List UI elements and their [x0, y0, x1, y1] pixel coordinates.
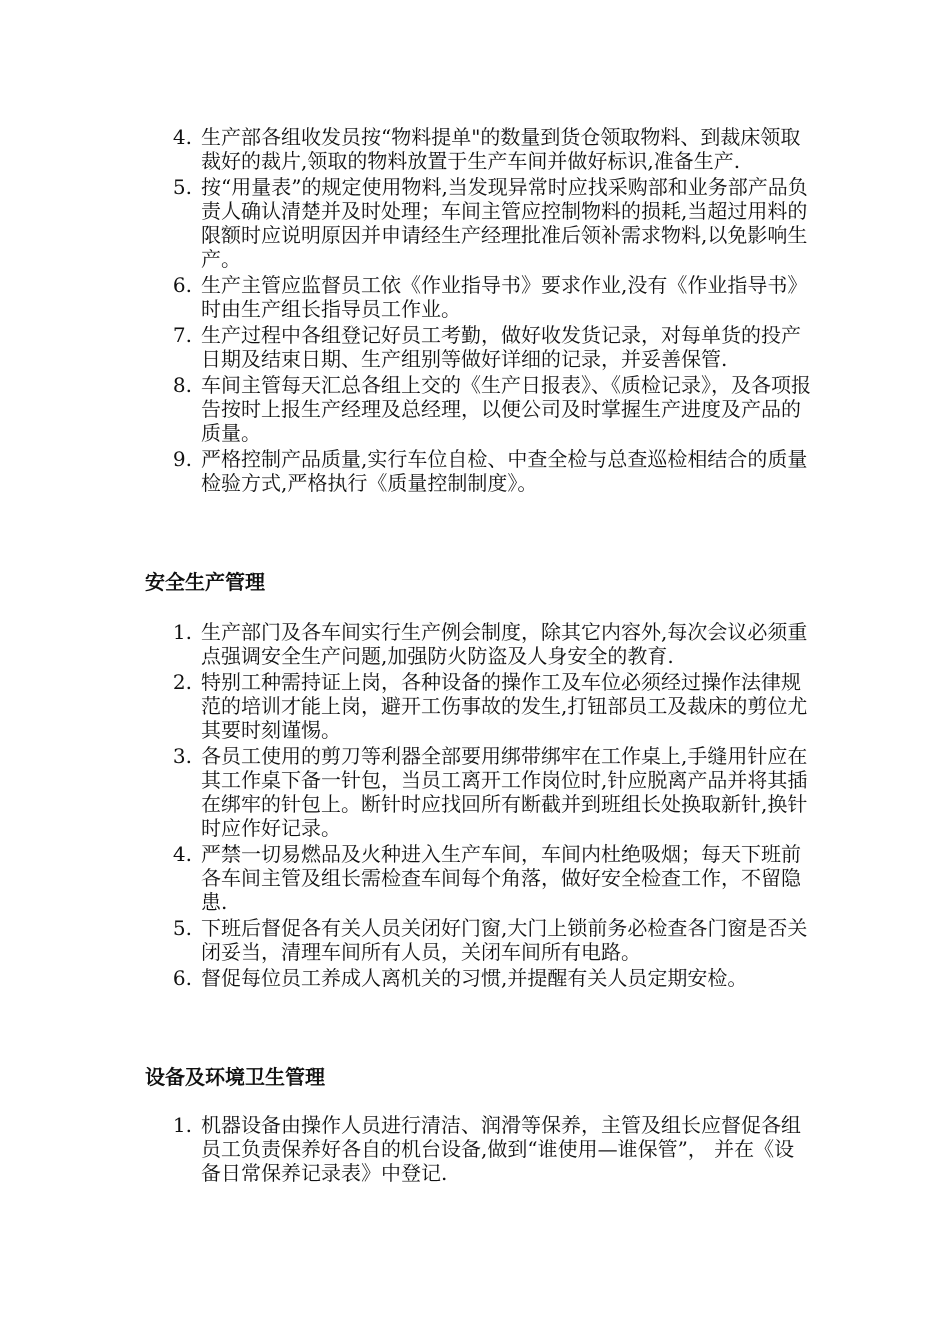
list-item-text: 督促每位员工养成人离机关的习惯,并提醒有关人员定期安检。	[201, 966, 748, 990]
list-item-number: 6.	[172, 273, 192, 297]
list-item-text: 生产主管应监督员工依《作业指导书》要求作业,没有《作业指导书》时由生产组长指导员工作业。	[201, 273, 808, 321]
list-item-text: 按“用量表”的规定使用物料,当发现异常时应找采购部和业务部产品负责人确认清楚并及时处理；车间主管应控制物料的损耗,当超过用料的限额时应说明原因并申请经生产经理批准后领补需求物料,以免影响生产。	[201, 175, 808, 271]
list-item	[0, 670, 950, 742]
list-item	[0, 175, 950, 271]
list-item	[0, 842, 950, 914]
list-item-number: 6.	[172, 966, 192, 990]
list-item	[0, 744, 950, 840]
list-item-text: 下班后督促各有关人员关闭好门窗,大门上锁前务必检查各门窗是否关闭妥当，清理车间所有人员，关闭车间所有电路。	[201, 916, 808, 964]
list-item-text: 严格控制产品质量,实行车位自检、中查全检与总查巡检相结合的质量检验方式,严格执行《质量控制制度》。	[201, 447, 808, 495]
list-item-text: 各员工使用的剪刀等利器全部要用绑带绑牢在工作桌上,手缝用针应在其工作桌下备一针包，当员工离开工作岗位时,针应脱离产品并将其插在绑牢的针包上。断针时应找回所有断截并到班组长处换取新针,换针时应作好记录。	[201, 744, 808, 840]
list-item-text: 机器设备由操作人员进行清洁、润滑等保养，主管及组长应督促各组员工负责保养好各自的机台设备,做到“谁使用—谁保管”， 并在《设备日常保养记录表》中登记.	[201, 1113, 801, 1185]
equipment-rules-list	[0, 1113, 950, 1187]
section-heading-equipment: 设备及环境卫生管理	[145, 1065, 325, 1089]
list-item-number: 5.	[172, 175, 192, 199]
list-item	[0, 966, 950, 990]
list-item	[0, 916, 950, 964]
list-item-text: 生产部各组收发员按“物料提单"的数量到货仓领取物料、到裁床领取裁好的裁片,领取的物料放置于生产车间并做好标识,准备生产.	[201, 125, 801, 173]
production-rules-list	[0, 125, 950, 497]
list-item-text: 严禁一切易燃品及火种进入生产车间，车间内杜绝吸烟；每天下班前各车间主管及组长需检查车间每个角落，做好安全检查工作，不留隐患.	[201, 842, 801, 914]
list-item-number: 4.	[172, 842, 192, 866]
list-item-number: 5.	[172, 916, 192, 940]
list-item	[0, 273, 950, 321]
list-item-number: 9.	[172, 447, 192, 471]
list-item-number: 1.	[172, 1113, 192, 1137]
list-item	[0, 447, 950, 495]
list-item	[0, 1113, 950, 1185]
list-item-number: 2.	[172, 670, 192, 694]
list-item-number: 3.	[172, 744, 192, 768]
list-item	[0, 323, 950, 371]
list-item-number: 1.	[172, 620, 192, 644]
list-item	[0, 620, 950, 668]
list-item-number: 7.	[172, 323, 192, 347]
list-item	[0, 373, 950, 445]
safety-rules-list	[0, 620, 950, 992]
list-item-number: 8.	[172, 373, 192, 397]
list-item-text: 特别工种需持证上岗，各种设备的操作工及车位必须经过操作法律规范的培训才能上岗，避开工伤事故的发生,打钮部员工及裁床的剪位尤其要时刻谨惕。	[201, 670, 808, 742]
list-item-number: 4.	[172, 125, 192, 149]
list-item-text: 车间主管每天汇总各组上交的《生产日报表》、《质检记录》，及各项报告按时上报生产经理及总经理，以便公司及时掌握生产进度及产品的质量。	[201, 373, 811, 445]
list-item	[0, 125, 950, 173]
section-heading-safety: 安全生产管理	[145, 570, 265, 594]
list-item-text: 生产部门及各车间实行生产例会制度，除其它内容外,每次会议必须重点强调安全生产问题,加强防火防盗及人身安全的教育.	[201, 620, 808, 668]
list-item-text: 生产过程中各组登记好员工考勤，做好收发货记录，对每单货的投产日期及结束日期、生产组别等做好详细的记录，并妥善保管.	[201, 323, 801, 371]
